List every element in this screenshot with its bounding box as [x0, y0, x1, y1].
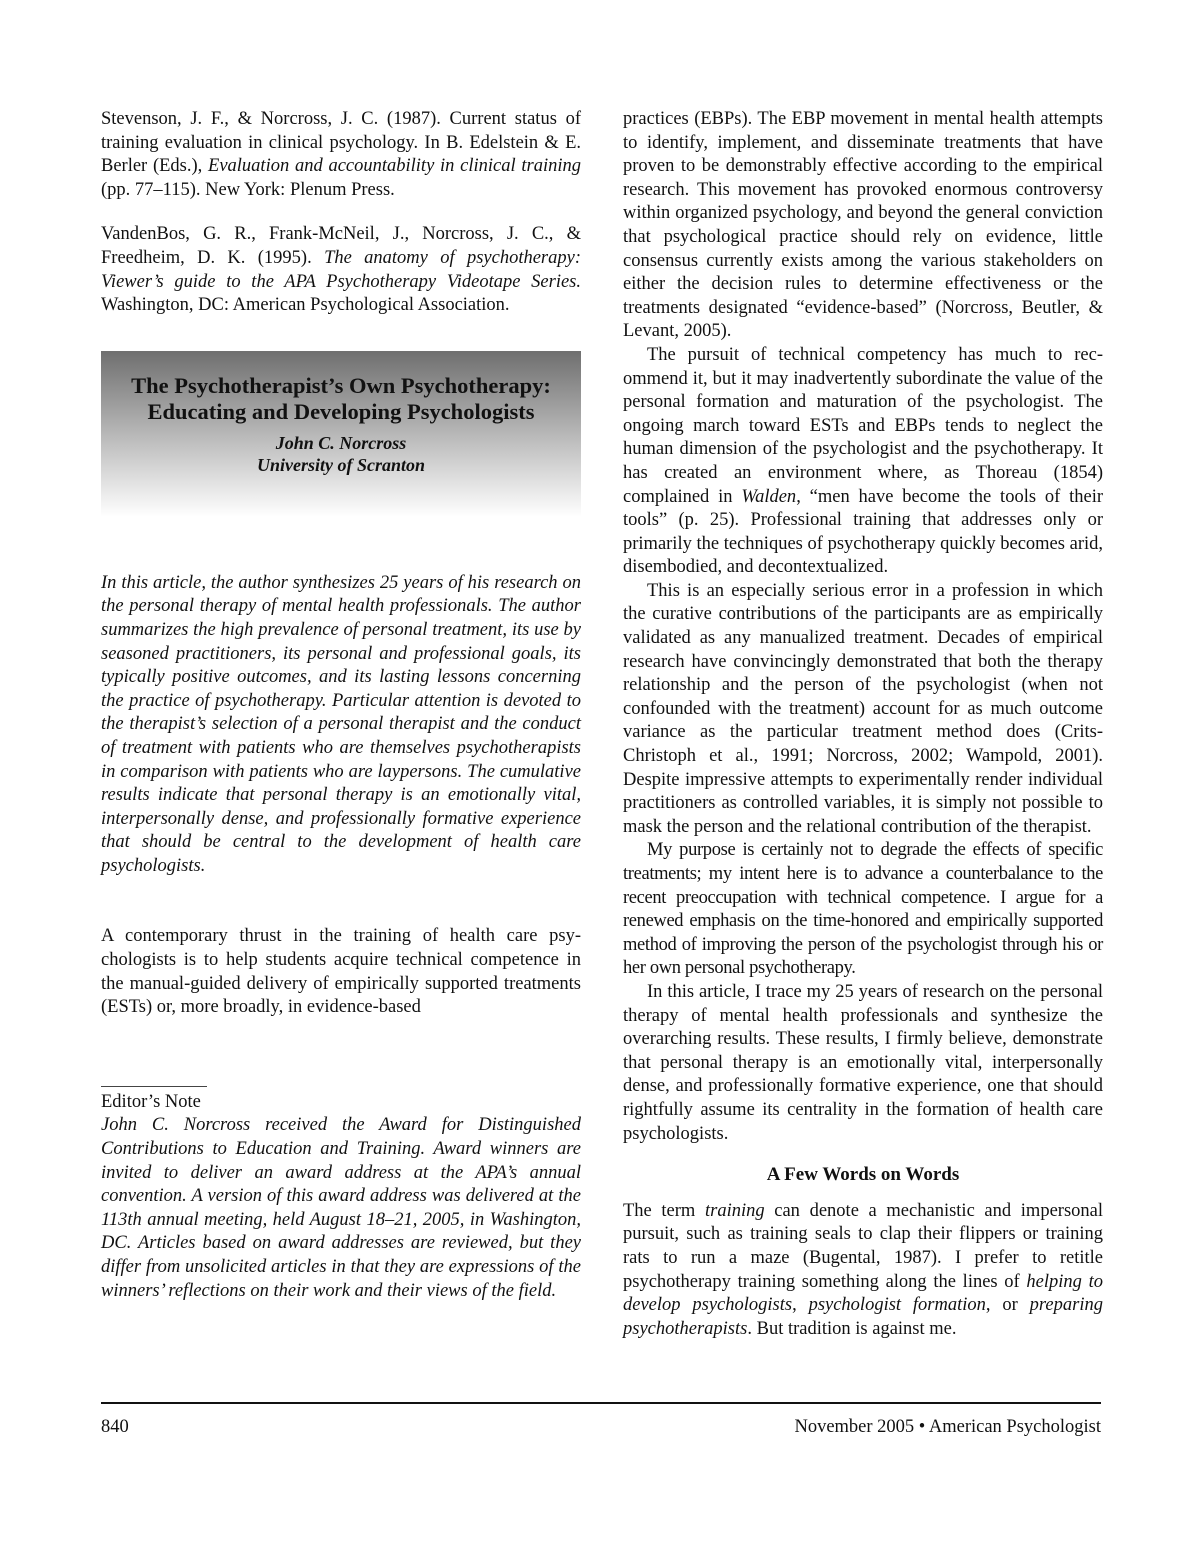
- body-paragraph: practices (EBPs). The EBP movement in mental health attempts to identify, implement, and disseminate treatments that have proven to be demonstrably effective according to the empirical research. This movement has provoked enormous controversy within organized psychology, and beyond the general conviction that psychological practice should rely on evidence, little consensus currently exists among the various stakeholders on either the decision rules to determine effectiveness or the treatments designated “evidence-based” (Norcross, Beutler, & Levant, 2005).: [623, 109, 1103, 342]
- reference-text: VandenBos, G. R., Frank-McNeil, J., Norcross, J. C., & Freedheim, D. K. (1995).: [101, 224, 581, 268]
- book-title: Walden: [741, 486, 797, 507]
- reference-text: Washington, DC: American Psychological Association.: [101, 295, 510, 316]
- body-paragraph: This is an especially serious error in a profession in which the curative contributions of the participants are as empirically validated as any manualized treatment. Decades of empirical research have convincingly demonstrated that both the therapy relationship and the person of the psychologist (when not confounded with the treatment) account for as much outcome variance as the particular treatment method does (Crits-Christoph et al., 1991; Norcross, 2002; Wampold, 2001). Despite impressive attempts to experimentally render individual practitioners as controlled variables, it is simply not possible to mask the person and the relational contribution of the therapist.: [623, 580, 1103, 837]
- emphasis-text: psychologist formation: [808, 1295, 986, 1316]
- emphasis-text: training: [704, 1200, 765, 1221]
- body-text: , or: [985, 1295, 1030, 1316]
- body-text: ,: [792, 1295, 809, 1316]
- body-text: The term: [623, 1200, 705, 1221]
- reference-title: Evaluation and accountability in clinical training: [208, 156, 581, 177]
- article-title-box: [101, 351, 581, 517]
- body-paragraph: [623, 344, 1103, 580]
- reference-text: (pp. 77–115). New York: Plenum Press.: [101, 179, 395, 200]
- body-paragraph: [623, 1200, 1103, 1342]
- footer-divider: [101, 1402, 1101, 1404]
- running-footer: November 2005 • American Psychologist: [794, 1417, 1101, 1437]
- emphasis-text: preparing psychotherapists: [623, 1295, 1103, 1339]
- author-name: John C. Norcross: [275, 432, 407, 453]
- article-title: The Psychotherapist’s Own Psychotherapy: Educating and Developing Psychologists: [131, 372, 551, 424]
- footnote-divider: [101, 1086, 207, 1087]
- body-text: , “men have become the tools of their tools” (p. 25). Professional training that addresses only or primarily the techniques of psychotherapy quickly becomes arid, disembodied, and decontextualized.: [623, 486, 1103, 578]
- body-text: The pursuit of technical competency has much to recommend it, but it may inadvertently subordinate the value of the personal formation and maturation of the psychologist. The ongoing march toward ESTs and EBPs tends to neglect the human dimension of the psychologist and the psychotherapy. It has created an environment where, as Thoreau (1854) complained in: [623, 344, 1103, 507]
- editors-note-text: John C. Norcross received the Award for Distinguished Contributions to Education and Training. Award winners are invited to deliver an award address at the APA’s annual convention. A version of this award address was delivered at the 113th annual meeting, held August 18–21, 2005, in Washington, DC. Articles based on award addresses are reviewed, but they differ from unsolicited articles in that they are expressions of the winners’ reflections on their work and their views of the field.: [101, 1115, 581, 1301]
- page-number: 840: [101, 1417, 129, 1437]
- section-heading: A Few Words on Words: [766, 1164, 960, 1186]
- abstract: In this article, the author synthesizes 25 years of his research on the personal therapy of mental health professionals. The author summarizes the high prevalence of personal treatment, its use by seasoned practitioners, its personal and professional goals, its typically positive outcomes, and its lasting lessons concerning the practice of psychotherapy. Particular attention is devoted to the therapist’s selection of a personal therapist and the conduct of treatment with patients who are themselves psychotherapists in comparison with patients who are laypersons. The cumulative results indicate that personal therapy is an emotionally vital, interpersonally dense, and professionally formative experience that should be central to the development of health care psychologists.: [101, 572, 581, 876]
- body-paragraph: My purpose is certainly not to degrade the effects of specific treatments; my intent here is to advance a counterbalance to the recent preoccupation with technical competence. I argue for a renewed emphasis on the time-honored and empirically supported method of improving the person of the psychologist through his or her own personal psychotherapy.: [623, 840, 1103, 979]
- emphasis-text: helping to develop psychologists: [623, 1271, 1103, 1316]
- body-text: can denote a mechanistic and impersonal pursuit, such as training seals to clap their flippers or training rats to run a maze (Bugental, 1987). I prefer to retitle psychotherapy training something along the lines of: [623, 1200, 1103, 1292]
- reference-title: The anatomy of psychotherapy: Viewer’s guide to the APA Psychotherapy Videotape Series.: [101, 247, 582, 292]
- reference-entry: [101, 223, 581, 317]
- editors-note-label: Editor’s Note: [101, 1091, 201, 1112]
- body-text: . But tradition is against me.: [747, 1318, 957, 1339]
- reference-text: Stevenson, J. F., & Norcross, J. C. (1987). Current status of training evaluation in clinical psychology. In B. Edelstein & E. Berler (Eds.),: [101, 109, 581, 177]
- body-paragraph: In this article, I trace my 25 years of research on the personal therapy of mental health professionals and synthesize the overarching results. These results, I firmly believe, demonstrate that personal therapy is an emotionally vital, interpersonally dense, and professionally formative experience, one that should rightfully assume its centrality in the formation of health care psychologists.: [623, 981, 1103, 1144]
- right-column: [623, 108, 1103, 1341]
- left-column: [101, 108, 581, 1303]
- author-affiliation: University of Scranton: [256, 454, 425, 475]
- intro-paragraph: A contemporary thrust in the training of health care psychologists is to help students acquire technical competence in the manual-guided delivery of empirically supported treatments (ESTs) or, more broadly, in evidence-based: [101, 926, 581, 1018]
- reference-entry: [101, 108, 581, 202]
